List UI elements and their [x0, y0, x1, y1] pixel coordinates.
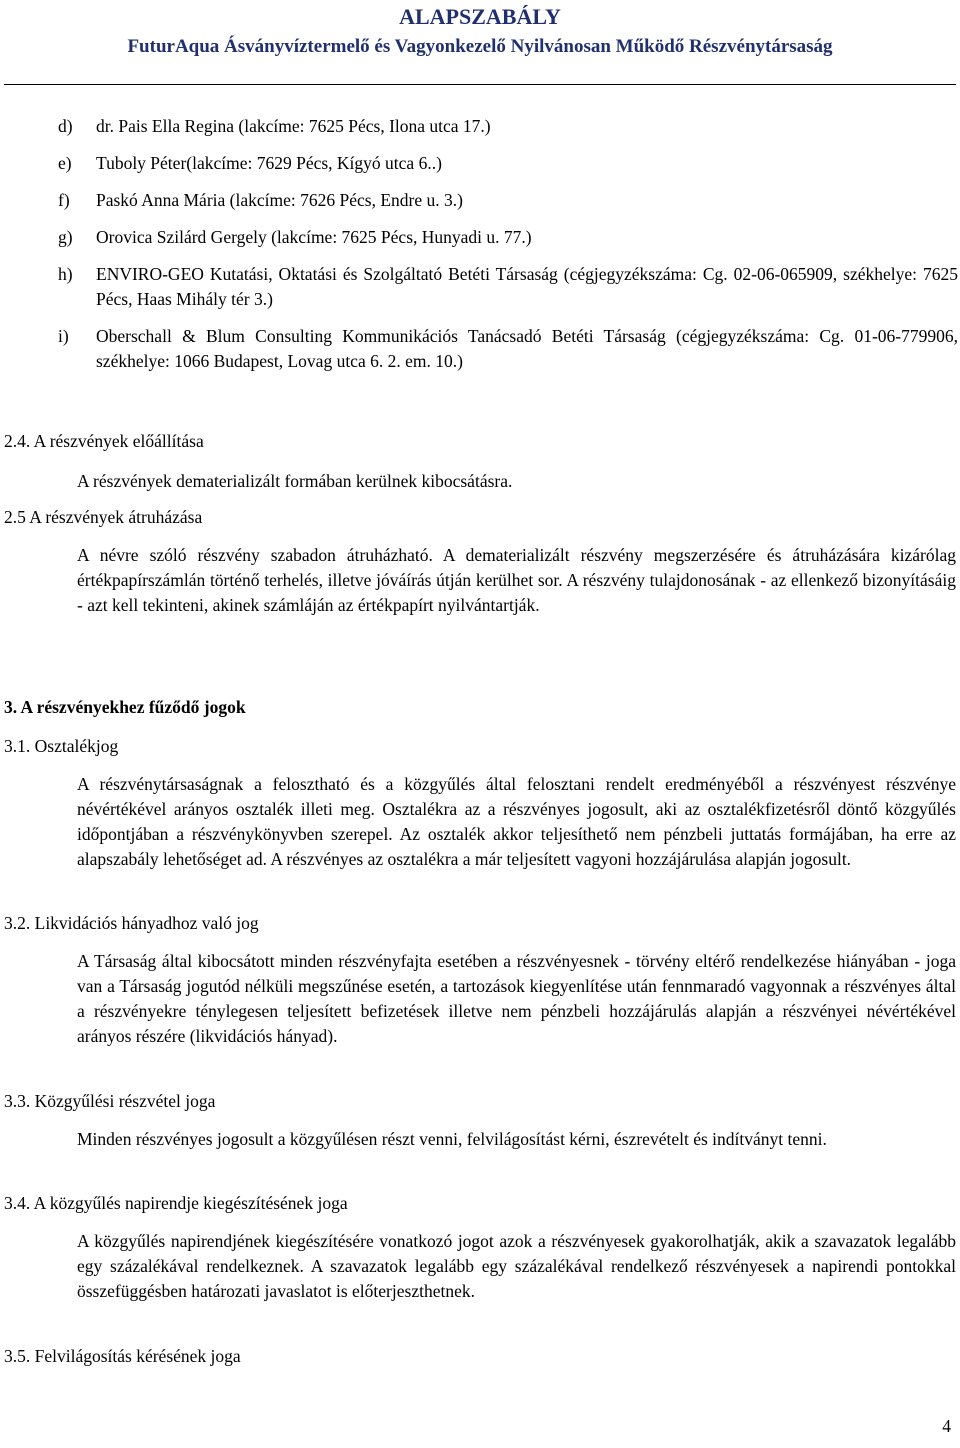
list-marker: i) — [58, 326, 69, 346]
list-item — [58, 324, 958, 374]
page-header — [0, 4, 960, 61]
section-heading-3-4: 3.4. A közgyűlés napirendje kiegészítésének joga — [4, 1193, 348, 1213]
section-heading-3-3: 3.3. Közgyűlési részvétel joga — [4, 1091, 216, 1111]
list-item — [58, 188, 958, 213]
list-item — [58, 262, 958, 312]
page-number: 4 — [942, 1416, 951, 1436]
document-title: ALAPSZABÁLY — [399, 4, 561, 29]
list-item — [58, 225, 958, 250]
section-heading-2-4: 2.4. A részvények előállítása — [4, 431, 204, 451]
list-marker: f) — [58, 190, 70, 210]
list-item-text: ENVIRO-GEO Kutatási, Oktatási és Szolgáltató Betéti Társaság (cégjegyzékszáma: Cg. 02-06-065909, székhelye: 7625 Pécs, Haas Mihály tér 3.) — [96, 264, 958, 309]
list-item — [58, 151, 958, 176]
list-marker: d) — [58, 116, 73, 136]
list-item — [58, 114, 958, 139]
section-text-3-1: A részvénytársaságnak a felosztható és a közgyűlés által felosztani rendelt eredményéből a részvényest részvénye névértékével arányos osztalék illeti meg. Osztalékra az a részvényes jogosult, aki az osztalékfizetésről döntő közgyűlés időpontjában a részvénykönyvben szerepel. Az osztalék akkor teljesíthető nem pénzbeli juttatás formájában, ha erre az alapszabály lehetőséget ad. A részvényes az osztalékra a már teljesített vagyoni hozzájárulása alapján jogosult. — [77, 774, 956, 869]
section-heading-3-1: 3.1. Osztalékjog — [4, 736, 119, 756]
header-divider — [4, 84, 956, 85]
section-heading-3-5: 3.5. Felvilágosítás kérésének joga — [4, 1346, 241, 1366]
list-marker: g) — [58, 227, 73, 247]
list-item-text: Tuboly Péter(lakcíme: 7629 Pécs, Kígyó utca 6..) — [96, 153, 442, 173]
shareholder-list — [58, 114, 958, 386]
section-text-3-2: A Társaság által kibocsátott minden részvényfajta esetében a részvényesnek - törvény eltérő rendelkezése hiányában - joga van a Társaság jogutód nélküli megszűnése esetén, a tartozások kiegyenlítése után fennmaradó vagyonnak a részvényes által a részvényekre ténylegesen teljesített befizetések illetve nem pénzbeli hozzájárulás alapján a részvényei névértékével arányos részére (likvidációs hányad). — [77, 951, 956, 1046]
list-marker: h) — [58, 264, 73, 284]
section-text-3-4: A közgyűlés napirendjének kiegészítésére vonatkozó jogot azok a részvényesek gyakorolhatják, akik a szavazatok legalább egy százalékával rendelkeznek. A szavazatok legalább egy százalékával rendelkező részvényesek a napirendi pontokkal összefüggésben határozati javaslatot is előterjeszthetnek. — [77, 1231, 956, 1301]
list-item-text: dr. Pais Ella Regina (lakcíme: 7625 Pécs, Ilona utca 17.) — [96, 116, 491, 136]
section-heading-2-5: 2.5 A részvények átruházása — [4, 507, 203, 527]
list-marker: e) — [58, 153, 72, 173]
list-item-text: Orovica Szilárd Gergely (lakcíme: 7625 Pécs, Hunyadi u. 77.) — [96, 227, 532, 247]
section-text-2-5: A névre szóló részvény szabadon átruházható. A dematerializált részvény megszerzésére és átruházására kizárólag értékpapírszámlán történő terhelés, illetve jóváírás útján kerülhet sor. A részvény tulajdonosának - az ellenkező bizonyításáig - azt kell tekinteni, akinek számláján az értékpapírt nyilvántartják. — [77, 545, 956, 615]
list-item-text: Paskó Anna Mária (lakcíme: 7626 Pécs, Endre u. 3.) — [96, 190, 463, 210]
list-item-text: Oberschall & Blum Consulting Kommunikációs Tanácsadó Betéti Társaság (cégjegyzékszáma: Cg. 01-06-779906, székhelye: 1066 Budapest, Lovag utca 6. 2. em. 10.) — [96, 326, 958, 371]
section-text-3-3: Minden részvényes jogosult a közgyűlésen részt venni, felvilágosítást kérni, észrevételt és indítványt tenni. — [77, 1129, 827, 1149]
section-text-2-4: A részvények dematerializált formában kerülnek kibocsátásra. — [77, 471, 513, 491]
section-heading-3-2: 3.2. Likvidációs hányadhoz való jog — [4, 913, 259, 933]
chapter-heading-3: 3. A részvényekhez fűződő jogok — [4, 697, 246, 717]
company-name: FuturAqua Ásványvíztermelő és Vagyonkezelő Nyilvánosan Működő Részvénytársaság — [127, 36, 833, 57]
